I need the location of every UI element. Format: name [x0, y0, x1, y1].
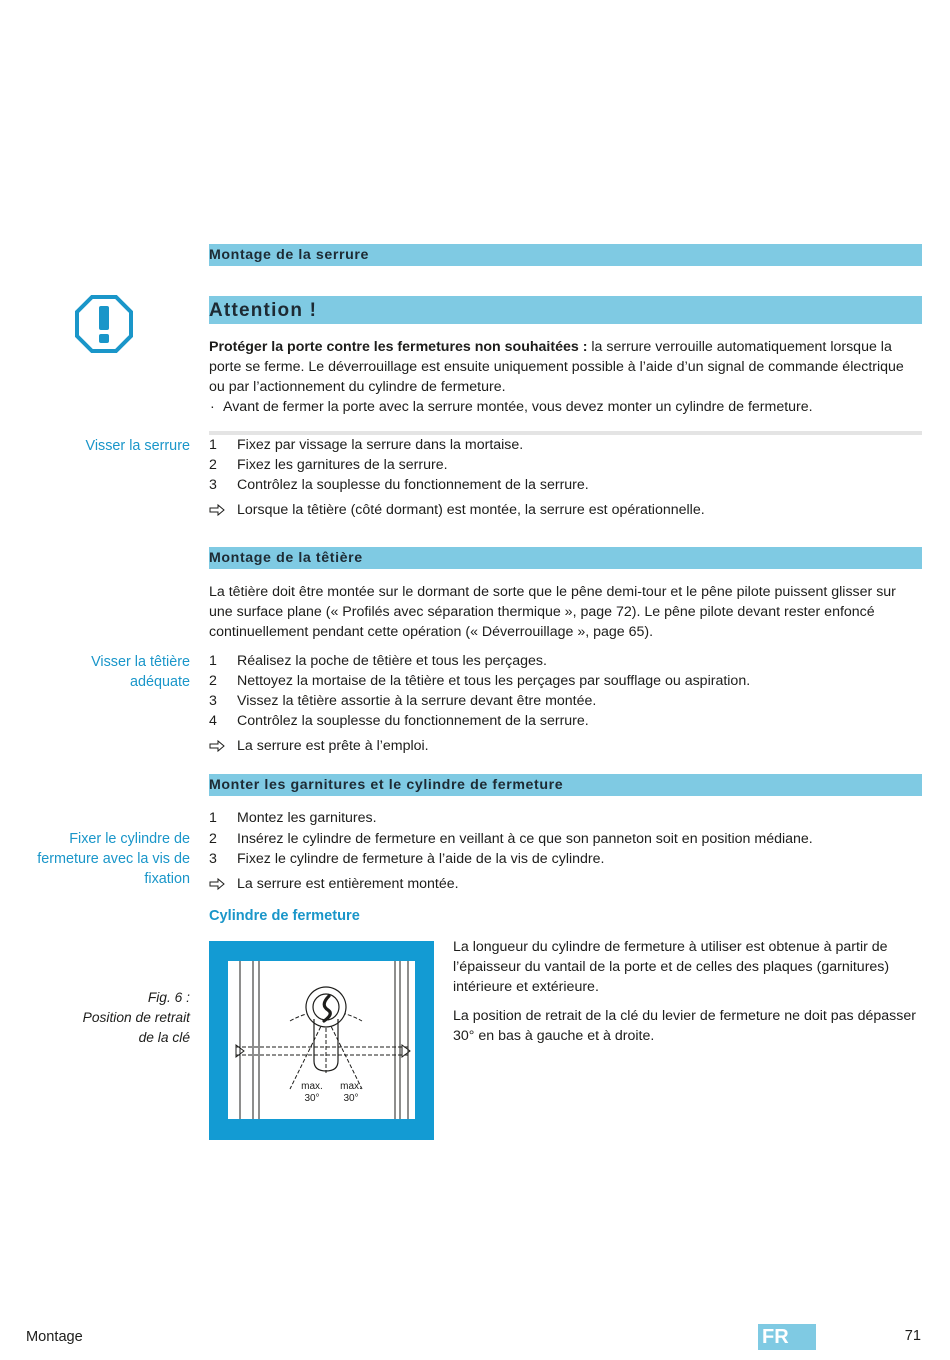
step-item	[209, 651, 921, 671]
step-text: Fixez par vissage la serrure dans la mortaise.	[237, 437, 524, 453]
step-item	[209, 849, 921, 869]
step-text: Vissez la têtière assortie à la serrure devant être montée.	[237, 693, 597, 709]
cylinder-paragraph-2: La position de retrait de la clé du levier de fermeture ne doit pas dépasser 30° en bas à gauche et à droite.	[453, 1008, 916, 1044]
step-item	[209, 711, 921, 731]
step-item	[209, 455, 921, 475]
step-number: 2	[209, 831, 217, 847]
step-item	[209, 808, 921, 828]
side-label-line: fixation	[144, 871, 190, 887]
side-label-line: adéquate	[129, 674, 190, 690]
cylinder-figure-frame	[209, 941, 434, 1140]
step-number: 1	[209, 653, 217, 669]
page-number: 71	[904, 1328, 921, 1344]
result-arrow-icon	[209, 874, 229, 894]
attention-heading	[209, 296, 922, 324]
step-item	[209, 475, 921, 495]
language-badge-text: FR	[762, 1326, 789, 1348]
cylinder-paragraph-1: La longueur du cylindre de fermeture à utiliser est obtenue à partir de l’épaisseur du vantail de la porte et de celles des plaques (garnitures) intérieure et extérieure.	[453, 939, 890, 995]
caption-line: de la clé	[138, 1030, 190, 1045]
result-item	[209, 500, 921, 520]
bullet-text: Avant de fermer la porte avec la serrure montée, vous devez monter un cylindre de fermeture.	[223, 399, 813, 415]
tetiere-intro-paragraph: La têtière doit être montée sur le dormant de sorte que le pêne demi-tour et le pêne pilote puissent glisser sur une surface plane (« Profilés avec séparation thermique », page 72). Le pêne pilote devant rester enfoncé continuellement pendant cette opération (« Déverrouillage », page 65).	[209, 584, 896, 640]
caption-line: Fig. 6 :	[147, 990, 190, 1005]
section-heading-text: Monter les garnitures et le cylindre de fermeture	[209, 777, 564, 793]
step-number: 3	[209, 477, 217, 493]
warning-octagon-icon	[74, 294, 134, 354]
angle-label-left	[296, 1081, 328, 1105]
cylinder-figure	[228, 961, 415, 1119]
step-number: 1	[209, 437, 217, 453]
step-text: Fixez les garnitures de la serrure.	[237, 457, 448, 473]
side-label-fixer-cylindre	[20, 829, 190, 889]
step-text: Montez les garnitures.	[237, 810, 377, 826]
result-text: Lorsque la têtière (côté dormant) est montée, la serrure est opérationnelle.	[237, 502, 705, 518]
step-text: Contrôlez la souplesse du fonctionnement de la serrure.	[237, 713, 589, 729]
side-label-visser-tetiere	[20, 652, 190, 692]
figure-caption	[20, 988, 190, 1048]
result-item	[209, 736, 921, 756]
angle-label-max: max.	[340, 1081, 362, 1092]
step-item	[209, 435, 921, 455]
step-number: 1	[209, 810, 217, 826]
side-label-line: fermeture avec la vis de	[37, 851, 190, 867]
step-number: 2	[209, 673, 217, 689]
warning-paragraph	[209, 337, 921, 397]
step-number: 4	[209, 713, 217, 729]
result-text: La serrure est entièrement montée.	[237, 876, 459, 892]
angle-label-value: 30°	[343, 1093, 359, 1104]
section-heading-text: Montage de la serrure	[209, 247, 370, 263]
step-text: Réalisez la poche de têtière et tous les perçages.	[237, 653, 547, 669]
step-text: Contrôlez la souplesse du fonctionnement de la serrure.	[237, 477, 589, 493]
language-badge	[758, 1324, 816, 1350]
cylinder-subheading: Cylindre de fermeture	[209, 908, 360, 924]
bullet-mark: ·	[210, 399, 215, 415]
side-label-line: Visser la têtière	[91, 654, 190, 670]
step-item	[209, 671, 921, 691]
angle-label-value: 30°	[304, 1093, 320, 1104]
angle-label-max: max.	[301, 1081, 323, 1092]
warning-body-text: la serrure verrouille automatiquement lorsque la porte se ferme. Le déverrouillage est ensuite uniquement possible à l’aide d’un signal de commande électrique ou par l’actionnement du cylindre de fermeture.	[209, 339, 904, 395]
step-text: Insérez le cylindre de fermeture en veillant à ce que son panneton soit en position médiane.	[237, 831, 813, 847]
result-arrow-icon	[209, 736, 229, 756]
step-number: 2	[209, 457, 217, 473]
result-text: La serrure est prête à l’emploi.	[237, 738, 429, 754]
step-item	[209, 829, 921, 849]
warning-bullet	[209, 397, 921, 417]
result-arrow-icon	[209, 500, 229, 520]
side-label-visser-serrure: Visser la serrure	[85, 438, 190, 454]
section-heading-text: Montage de la têtière	[209, 550, 363, 566]
footer-section-name: Montage	[26, 1329, 83, 1345]
caption-line: Position de retrait	[82, 1010, 190, 1025]
section-heading-montage-serrure	[209, 244, 922, 266]
section-heading-monter-garnitures	[209, 774, 922, 796]
step-text: Nettoyez la mortaise de la têtière et tous les perçages par soufflage ou aspiration.	[237, 673, 751, 689]
step-text: Fixez le cylindre de fermeture à l’aide de la vis de cylindre.	[237, 851, 605, 867]
step-number: 3	[209, 851, 217, 867]
section-heading-montage-tetiere	[209, 547, 922, 569]
result-item	[209, 874, 921, 894]
step-number: 3	[209, 693, 217, 709]
angle-label-right	[335, 1081, 367, 1105]
warning-bold-text: Protéger la porte contre les fermetures non souhaitées :	[209, 339, 588, 355]
step-item	[209, 691, 921, 711]
side-label-line: Fixer le cylindre de	[69, 831, 190, 847]
attention-heading-text: Attention !	[209, 300, 318, 321]
